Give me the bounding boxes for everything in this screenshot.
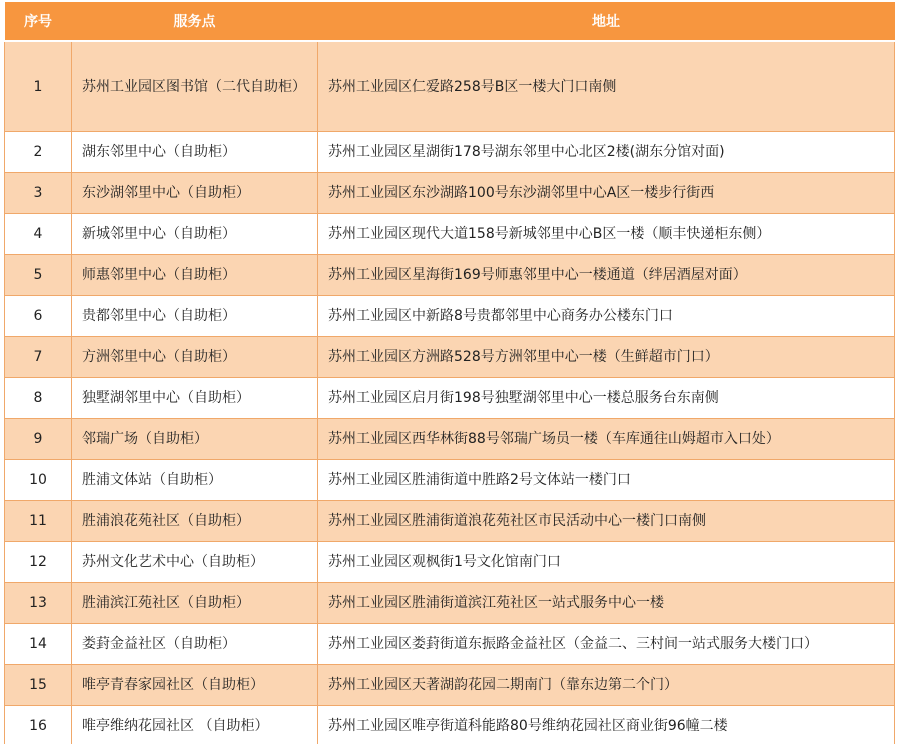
row-address: 苏州工业园区西华林街88号邻瑞广场员一楼（车库通往山姆超市入口处） (318, 419, 895, 460)
table-row (5, 378, 895, 419)
row-number: 6 (5, 296, 72, 337)
row-number: 8 (5, 378, 72, 419)
row-address: 苏州工业园区胜浦街道中胜路2号文体站一楼门口 (318, 460, 895, 501)
row-address: 苏州工业园区星湖街178号湖东邻里中心北区2楼(湖东分馆对面) (318, 132, 895, 173)
row-address: 苏州工业园区中新路8号贵都邻里中心商务办公楼东门口 (318, 296, 895, 337)
row-service-point: 东沙湖邻里中心（自助柜） (72, 173, 318, 214)
table-row (5, 542, 895, 583)
row-service-point: 邻瑞广场（自助柜） (72, 419, 318, 460)
row-number: 10 (5, 460, 72, 501)
row-address: 苏州工业园区唯亭街道科能路80号维纳花园社区商业街96幢二楼 (318, 706, 895, 744)
row-number: 2 (5, 132, 72, 173)
row-address: 苏州工业园区娄葑街道东振路金益社区（金益二、三村间一站式服务大楼门口） (318, 624, 895, 665)
table-row (5, 419, 895, 460)
row-number: 5 (5, 255, 72, 296)
row-number: 15 (5, 665, 72, 706)
row-address: 苏州工业园区仁爱路258号B区一楼大门口南侧 (318, 41, 895, 132)
row-address: 苏州工业园区观枫街1号文化馆南门口 (318, 542, 895, 583)
row-service-point: 胜浦文体站（自助柜） (72, 460, 318, 501)
row-number: 9 (5, 419, 72, 460)
table-row (5, 583, 895, 624)
row-address: 苏州工业园区胜浦街道滨江苑社区一站式服务中心一楼 (318, 583, 895, 624)
row-service-point: 胜浦滨江苑社区（自助柜） (72, 583, 318, 624)
table-row (5, 501, 895, 542)
table-row (5, 706, 895, 744)
table-row (5, 296, 895, 337)
row-address: 苏州工业园区现代大道158号新城邻里中心B区一楼（顺丰快递柜东侧） (318, 214, 895, 255)
row-service-point: 湖东邻里中心（自助柜） (72, 132, 318, 173)
table-row (5, 214, 895, 255)
row-number: 14 (5, 624, 72, 665)
row-number: 11 (5, 501, 72, 542)
table-row (5, 132, 895, 173)
table-header-row (5, 2, 895, 41)
row-number: 1 (5, 41, 72, 132)
row-service-point: 唯亭青春家园社区（自助柜） (72, 665, 318, 706)
service-point-table (4, 2, 895, 744)
table-row (5, 255, 895, 296)
row-service-point: 娄葑金益社区（自助柜） (72, 624, 318, 665)
row-service-point: 胜浦浪花苑社区（自助柜） (72, 501, 318, 542)
row-service-point: 苏州工业园区图书馆（二代自助柜） (72, 41, 318, 132)
row-address: 苏州工业园区东沙湖路100号东沙湖邻里中心A区一楼步行街西 (318, 173, 895, 214)
row-service-point: 贵都邻里中心（自助柜） (72, 296, 318, 337)
row-number: 16 (5, 706, 72, 744)
row-address: 苏州工业园区胜浦街道浪花苑社区市民活动中心一楼门口南侧 (318, 501, 895, 542)
table-row (5, 337, 895, 378)
table-row (5, 460, 895, 501)
row-service-point: 唯亭维纳花园社区 （自助柜） (72, 706, 318, 744)
row-service-point: 师惠邻里中心（自助柜） (72, 255, 318, 296)
row-number: 3 (5, 173, 72, 214)
header-address: 地址 (318, 2, 895, 41)
row-number: 12 (5, 542, 72, 583)
table-row (5, 173, 895, 214)
header-number: 序号 (5, 2, 72, 41)
row-service-point: 方洲邻里中心（自助柜） (72, 337, 318, 378)
row-address: 苏州工业园区天著湖韵花园二期南门（靠东边第二个门） (318, 665, 895, 706)
table-row (5, 624, 895, 665)
table-row (5, 665, 895, 706)
row-number: 13 (5, 583, 72, 624)
row-address: 苏州工业园区启月街198号独墅湖邻里中心一楼总服务台东南侧 (318, 378, 895, 419)
row-service-point: 苏州文化艺术中心（自助柜） (72, 542, 318, 583)
row-service-point: 独墅湖邻里中心（自助柜） (72, 378, 318, 419)
row-service-point: 新城邻里中心（自助柜） (72, 214, 318, 255)
row-number: 7 (5, 337, 72, 378)
row-address: 苏州工业园区星海街169号师惠邻里中心一楼通道（绊居酒屋对面） (318, 255, 895, 296)
table-row (5, 41, 895, 132)
header-service-point: 服务点 (72, 2, 318, 41)
row-address: 苏州工业园区方洲路528号方洲邻里中心一楼（生鲜超市门口） (318, 337, 895, 378)
row-number: 4 (5, 214, 72, 255)
